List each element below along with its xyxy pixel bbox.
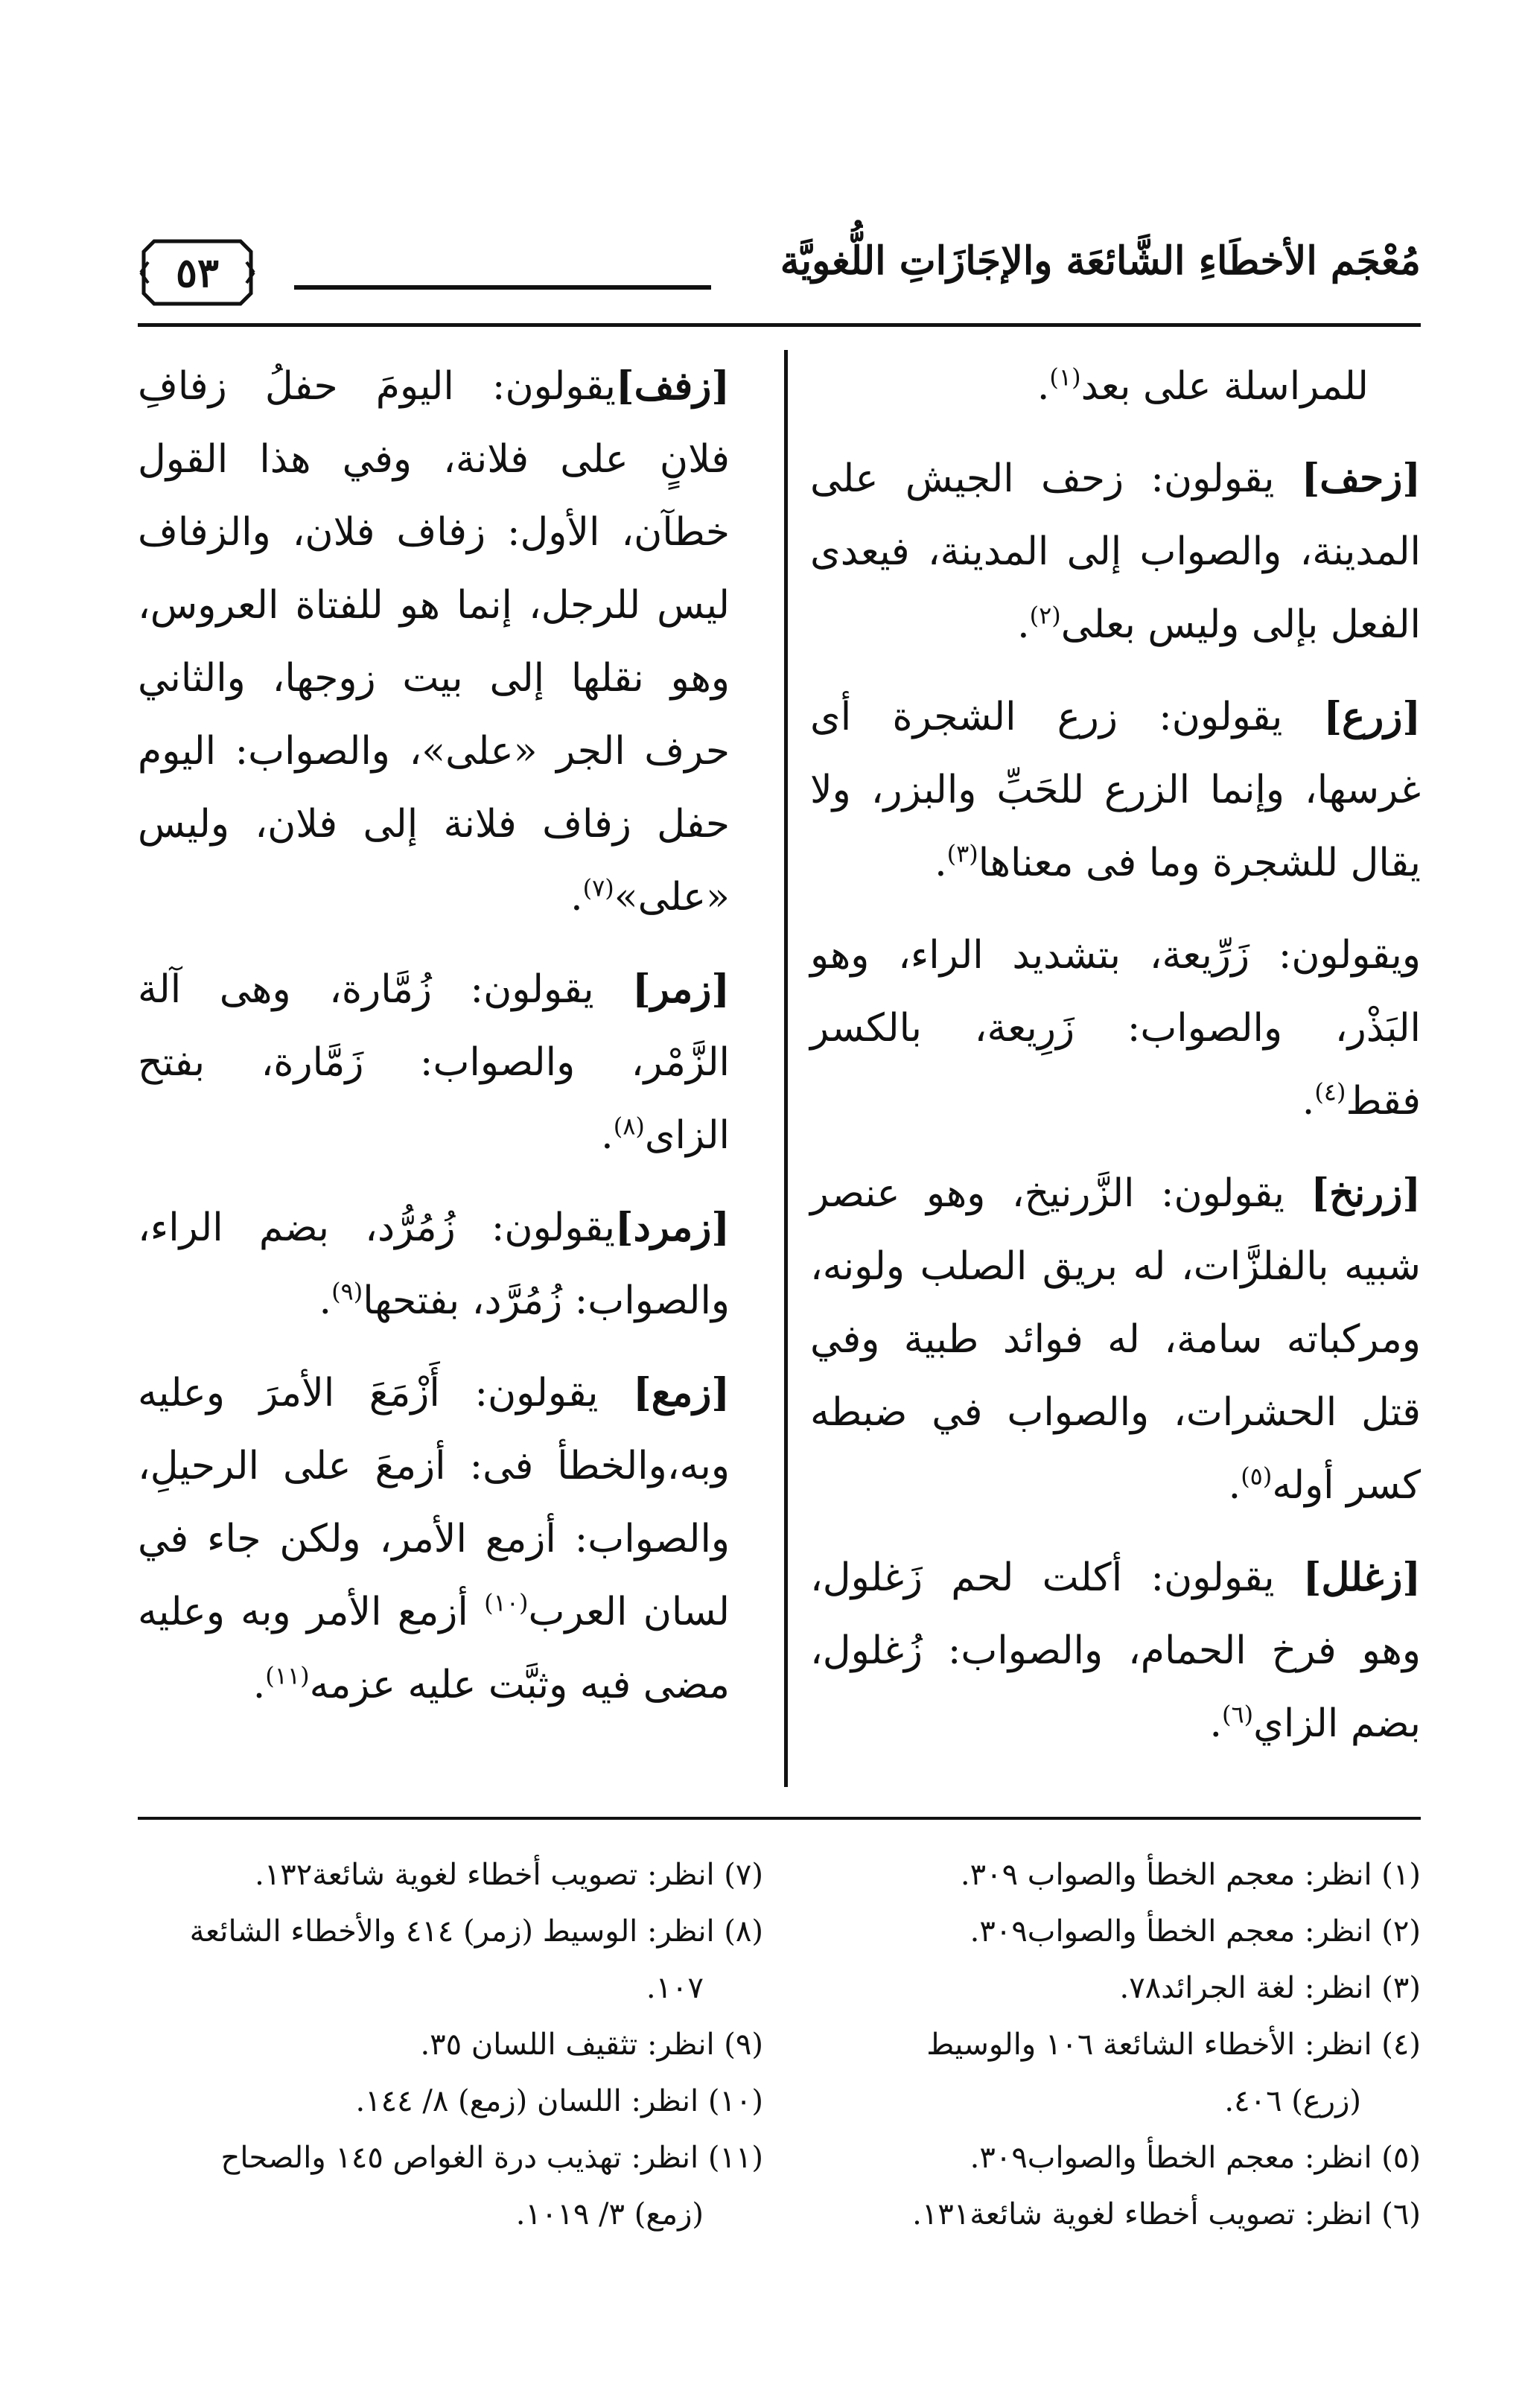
headword: [زغلل] (1302, 1555, 1421, 1600)
right-column (810, 350, 1421, 1780)
footnote-ref: (١١) (265, 1661, 310, 1690)
footnote-ref: (٦) (1222, 1700, 1254, 1729)
footnote-ref: (١) (1049, 363, 1081, 392)
footnote: (٩) انظر: تثقيف اللسان ٣٥. (420, 2028, 763, 2062)
column-divider (784, 350, 788, 1787)
footnote: (١١) انظر: تهذيب درة الغواص ١٤٥ والصحاح (زمع) ٣/ ١٠١٩. (220, 2141, 763, 2232)
footnote: (٧) انظر: تصويب أخطاء لغوية شائعة١٣٢. (255, 1858, 763, 1892)
dictionary-entry: [زرع] يقولون: زرع الشجرة أى غرسها، وإنما الزرع للحَبِّ والبزر، ولا يقال للشجرة وما فى معناها$^{(٣)}$. (810, 694, 1421, 885)
footnote: (١٠) انظر: اللسان (زمع) ٨/ ١٤٤. (355, 2084, 763, 2118)
footnote: (٤) انظر: الأخطاء الشائعة ١٠٦ والوسيط (زرع) ٤٠٦. (926, 2028, 1421, 2118)
dictionary-entry: [زفف]يقولون: اليومَ حفلُ زفافِ فلانٍ على فلانة، وفي هذا القول خطآن، الأول: زفاف فلان، والزفاف ليس للرجل، إنما هو للفتاة العروس، وهو نقلها إلى بيت زوجها، والثاني حرف الجر «على»، والصواب: اليوم حفل زفاف فلانة إلى فلان، وليس «على»$^{(٧)}$. (138, 363, 730, 920)
headword: [زحف] (1301, 456, 1421, 501)
headword: [زرنخ] (1311, 1170, 1421, 1216)
continuation-paragraph: للمراسلة على بعد$^{(١)}$. (1037, 363, 1369, 409)
footnote: (٢) انظر: معجم الخطأ والصواب٣٠٩. (970, 1914, 1421, 1949)
footnote-ref: (١٠) (484, 1588, 529, 1617)
dictionary-entry: [زغلل] يقولون: أكلت لحم زَغلول، وهو فرخ الحمام، والصواب: زُغلول، بضم الزاي$^{(٦)}$. (810, 1555, 1421, 1746)
page-number: ٥٣ (175, 249, 219, 296)
header-rule (138, 323, 1421, 327)
dictionary-entry: ويقولون: زَرِّيعة، بتشديد الراء، وهو البَذْر، والصواب: زَرِيعة، بالكسر فقط$^{(٤)}$. (810, 933, 1421, 1124)
dictionary-entry: [زرنخ] يقولون: الزَّرنيخ، وهو عنصر شبيه بالفلزَّات، له بريق الصلب ولونه، ومركباته سامة، له فوائد طبية وفي قتل الحشرات، والصواب في ضبطه كسر أوله$^{(٥)}$. (810, 1170, 1421, 1508)
headword: [زمر] (632, 966, 730, 1012)
headword: [زمع] (633, 1370, 730, 1415)
footnote: (١) انظر: معجم الخطأ والصواب ٣٠٩. (960, 1858, 1421, 1892)
headword: [زفف] (615, 363, 730, 409)
footnote-ref: (٥) (1241, 1462, 1273, 1491)
dictionary-entry: [زمرد]يقولون: زُمُرُّد، بضم الراء، والصواب: زُمُرَّد، بفتحها$^{(٩)}$. (138, 1205, 730, 1323)
footnote-ref: (٣) (946, 839, 978, 868)
dictionary-entry: [زمر] يقولون: زُمَّارة، وهى آلة الزَّمْر، والصواب: زَمَّارة، بفتح الزاى$^{(٨)}$. (138, 966, 730, 1158)
running-head-title: مُعْجَم الأخطَاءِ الشَّائعَة والإجَازَاتِ اللُّغويَّة (780, 238, 1421, 284)
headword: [زمرد] (614, 1205, 730, 1250)
footnote: (٦) انظر: تصويب أخطاء لغوية شائعة١٣١. (912, 2197, 1421, 2232)
dictionary-entry: [زحف] يقولون: زحف الجيش على المدينة، والصواب إلى المدينة، فيعدى الفعل بإلى وليس بعلى$^{(٢)}$. (810, 456, 1421, 647)
footnote-ref: (٤) (1314, 1077, 1346, 1106)
headword: [زرع] (1323, 694, 1421, 739)
dictionary-entry: [زمع] يقولون: أَزْمَعَ الأمرَ وعليه وبه،والخطأ فى: أزمعَ على الرحيلِ، والصواب: أزمع الأمر، ولكن جاء في لسان العرب$^{(١٠)}$ أزمع الأمر وبه وعليه مضى فيه وثبَّت عليه عزمه$^{(١١)}$. (138, 1370, 730, 1707)
footnote-ref: (٩) (331, 1277, 363, 1306)
footnote-separator (138, 1817, 1421, 1820)
page-number-badge (138, 237, 257, 308)
footnotes-right (780, 1847, 1421, 2243)
footnote-ref: (٢) (1029, 601, 1061, 630)
footnote-ref: (٧) (582, 873, 614, 902)
header-ornament-line (294, 285, 711, 290)
footnote: (٣) انظر: لغة الجرائد٧٨. (1119, 1971, 1421, 2005)
footnotes-left (138, 1847, 763, 2243)
footnote: (٨) انظر: الوسيط (زمر) ٤١٤ والأخطاء الشائعة ١٠٧. (189, 1914, 763, 2005)
left-column (138, 350, 730, 1741)
footnote: (٥) انظر: معجم الخطأ والصواب٣٠٩. (970, 2141, 1421, 2175)
footnote-ref: (٨) (613, 1112, 645, 1141)
